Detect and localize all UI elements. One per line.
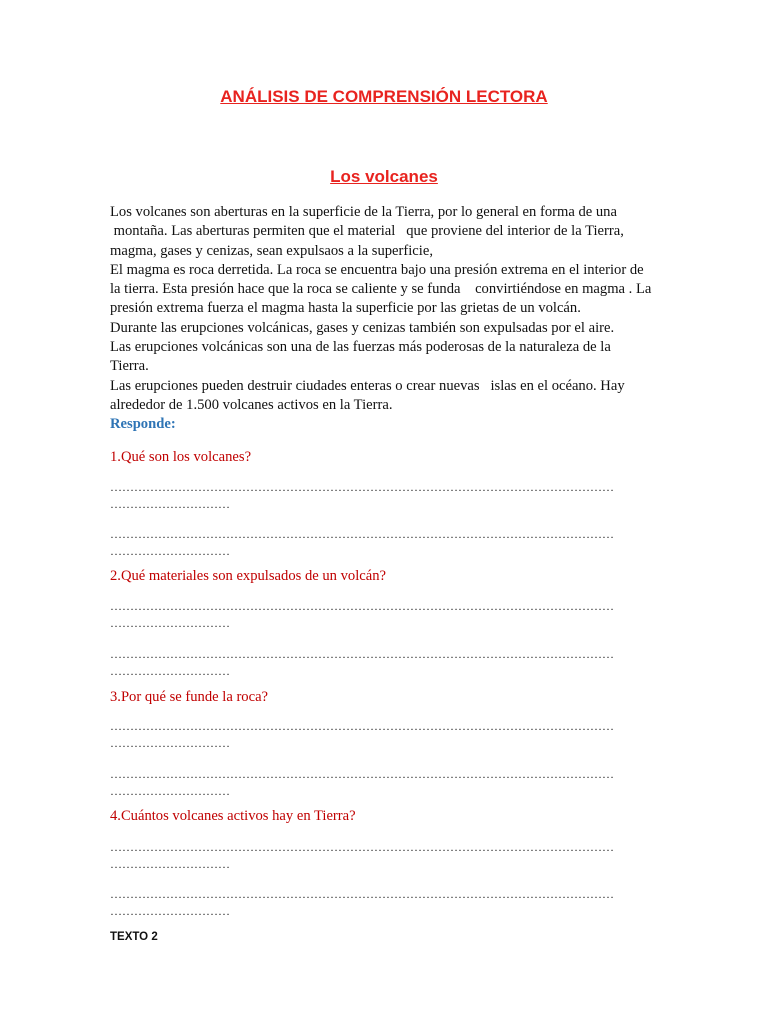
- answer-line-long: ………………………………………………………………………………………………………………: [110, 887, 614, 901]
- answer-line-long: ………………………………………………………………………………………………………………: [110, 840, 614, 854]
- answer-line-short: …………………………: [110, 664, 230, 678]
- question-1: 1.Qué son los volcanes?: [110, 449, 252, 465]
- answer-line: [110, 718, 690, 752]
- answer-line: [110, 479, 690, 513]
- answer-line-short: …………………………: [110, 784, 230, 798]
- answer-line-long: ………………………………………………………………………………………………………………: [110, 647, 614, 661]
- answer-line-long: ………………………………………………………………………………………………………………: [110, 599, 614, 613]
- page-title: ANÁLISIS DE COMPRENSIÓN LECTORA: [220, 87, 548, 106]
- answer-line-long: ………………………………………………………………………………………………………………: [110, 480, 614, 494]
- answer-line: [110, 646, 690, 680]
- answer-line: [110, 766, 690, 800]
- section-label-texto-2: TEXTO 2: [110, 931, 158, 943]
- answer-line-short: …………………………: [110, 616, 230, 630]
- answer-line-short: …………………………: [110, 497, 230, 511]
- question-2: 2.Qué materiales son expulsados de un volcán?: [110, 568, 386, 584]
- reading-paragraph: Los volcanes son aberturas en la superficie de la Tierra, por lo general en forma de una montaña. Las aberturas permiten que el material que proviene del interior de la Tierra, magma, gases y cenizas, sean expulsaos a la superficie, El magma es roca derretida. La roca se encuentra bajo una presión extrema en el interior de la tierra. Esta presión hace que la roca se caliente y se funda convirtiéndose en magma . La presión extrema fuerza el magma hasta la superficie por las grietas de un volcán. Durante las erupciones volcánicas, gases y cenizas también son expulsadas por el aire. Las erupciones volcánicas son una de las fuerzas más poderosas de la naturaleza de la Tierra. Las erupciones pueden destruir ciudades enteras o crear nuevas islas en el océano. Hay alrededor de 1.500 volcanes activos en la Tierra.: [110, 204, 652, 413]
- answer-line: [110, 598, 690, 632]
- answer-line-short: …………………………: [110, 736, 230, 750]
- answer-line-short: …………………………: [110, 544, 230, 558]
- answer-line-short: …………………………: [110, 904, 230, 918]
- answer-line: [110, 526, 690, 560]
- answer-line: [110, 886, 690, 920]
- answer-line-long: ………………………………………………………………………………………………………………: [110, 767, 614, 781]
- answer-line-short: …………………………: [110, 857, 230, 871]
- reading-title: Los volcanes: [330, 167, 438, 186]
- question-3: 3.Por qué se funde la roca?: [110, 689, 269, 705]
- answer-line-long: ………………………………………………………………………………………………………………: [110, 527, 614, 541]
- answer-line-long: ………………………………………………………………………………………………………………: [110, 719, 614, 733]
- answer-line: [110, 839, 690, 873]
- responde-label: Responde:: [110, 416, 176, 432]
- question-4: 4.Cuántos volcanes activos hay en Tierra?: [110, 808, 356, 824]
